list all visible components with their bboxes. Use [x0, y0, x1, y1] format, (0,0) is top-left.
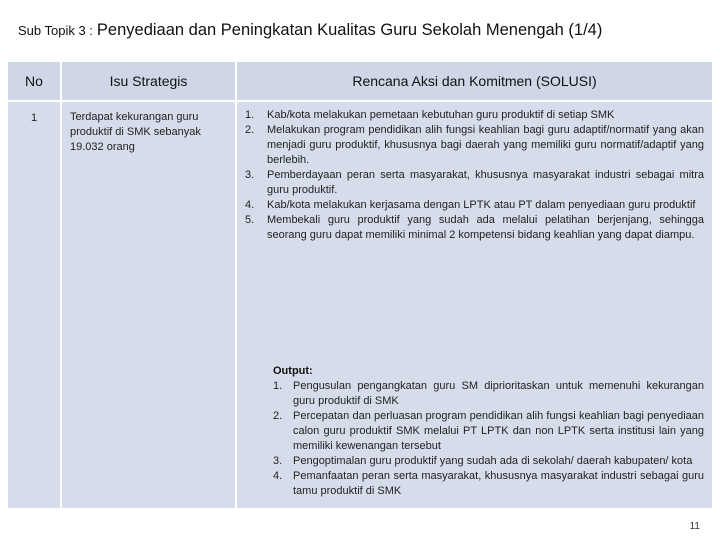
output-heading: Output: [273, 365, 313, 377]
list-item: 5. Membekali guru produktif yang sudah ada melalui pelatihan berjenjang, sehingga seorang guru dapat memiliki minimal 2 kompetensi bidang keahlian yang dapat diampu. [245, 214, 704, 241]
page-number: 11 [689, 521, 700, 532]
list-item: 4. Kab/kota melakukan kerjasama dengan LPTK atau PT dalam penyediaan guru produktif [245, 199, 696, 211]
header-isu-strategis: Isu Strategis [62, 62, 235, 102]
slide-title [18, 10, 708, 50]
row-number: 1 [30, 112, 38, 124]
header-rencana-aksi: Rencana Aksi dan Komitmen (SOLUSI) [237, 62, 712, 102]
column-isu-strategis [62, 62, 235, 508]
list-item: 1. Pengusulan pengangkatan guru SM diprioritaskan untuk memenuhi kekurangan guru produktif di SMK [273, 380, 704, 407]
isu-text: Terdapat kekurangan guru produktif di SMK sebanyak 19.032 orang [70, 111, 201, 153]
list-item: 2. Melakukan program pendidikan alih fungsi keahlian bagi guru adaptif/normatif yang akan menjadi guru produktif, khususnya bagi daerah yang memiliki guru normatif/adaptif yang berlebih. [245, 124, 704, 166]
list-item: 3. Pengoptimalan guru produktif yang sudah ada di sekolah/ daerah kabupaten/ kota [273, 455, 693, 467]
list-item: 2. Percepatan dan perluasan program pendidikan alih fungsi keahlian bagi penyediaan calon guru produktif SMK melalui PT LPTK dan non LPTK serta institusi lain yang memiliki kewenangan tersebut [273, 410, 704, 452]
cell-no [8, 102, 60, 508]
list-item: 4. Pemanfaatan peran serta masyarakat, khususnya masyarakat industri sebagai guru tamu produktif di SMK [273, 470, 704, 497]
subtopic-prefix: Sub Topik 3 : [18, 22, 93, 38]
output-section [273, 364, 704, 499]
strategy-table [8, 62, 712, 508]
cell-rencana-aksi [237, 102, 712, 508]
cell-isu-strategis [62, 102, 235, 508]
column-rencana-aksi [237, 62, 712, 508]
output-list [273, 379, 704, 499]
action-list [237, 102, 712, 243]
header-no: No [8, 62, 60, 102]
column-no [8, 62, 60, 508]
list-item: 1. Kab/kota melakukan pemetaan kebutuhan guru produktif di setiap SMK [245, 109, 615, 121]
list-item: 3. Pemberdayaan peran serta masyarakat, khususnya masyarakat industri sebagai mitra guru produktif. [245, 169, 704, 196]
subtopic-title: Penyediaan dan Peningkatan Kualitas Guru Sekolah Menengah (1/4) [96, 20, 603, 39]
